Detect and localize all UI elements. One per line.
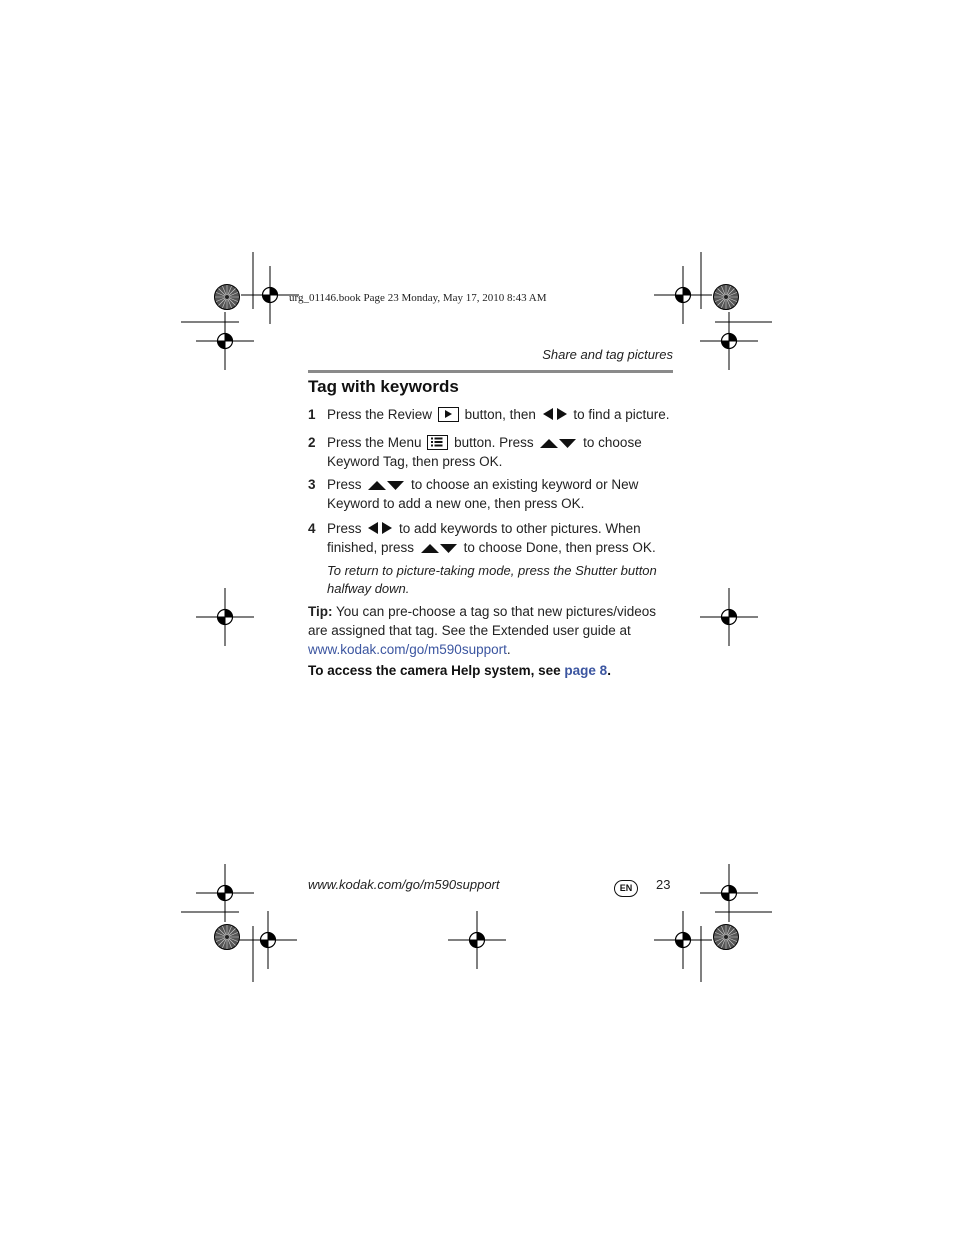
review-button-icon (438, 407, 459, 422)
step-text: to choose Keyword Tag, then press OK. (327, 435, 642, 469)
step-number: 3 (308, 477, 316, 492)
language-badge: EN (614, 880, 638, 897)
step-text: Press (327, 521, 362, 536)
step-3 (308, 475, 676, 513)
page-number: 23 (656, 877, 671, 892)
step-4 (308, 519, 676, 557)
step-number: 4 (308, 521, 316, 536)
left-right-arrows-icon (367, 521, 393, 535)
menu-button-icon (427, 435, 448, 450)
up-down-arrows-icon (539, 437, 577, 449)
step-text: Press (327, 477, 362, 492)
help-text: To access the camera Help system, see (308, 663, 561, 678)
step-text: Press the Menu (327, 435, 422, 450)
page-link[interactable]: page 8 (564, 663, 608, 678)
step-note: To return to picture-taking mode, press the Shutter button halfway down. (327, 563, 657, 596)
step-text: to choose an existing keyword or New Keyword to add a new one, then press OK. (327, 477, 639, 511)
footer-url: www.kodak.com/go/m590support (308, 877, 500, 892)
step-text: button, then (464, 407, 536, 422)
help-end: . (607, 663, 611, 678)
step-1 (308, 405, 676, 424)
print-info-line: urg_01146.book Page 23 Monday, May 17, 2010 8:43 AM (289, 292, 547, 304)
tip-end: . (506, 642, 511, 657)
tip-text: You can pre-choose a tag so that new pictures/videos are assigned that tag. See the Extended user guide at (308, 604, 656, 638)
step-number: 1 (308, 407, 316, 422)
step-text: to find a picture. (573, 407, 670, 422)
up-down-arrows-icon (367, 479, 405, 491)
support-link[interactable]: www.kodak.com/go/m590support (308, 642, 507, 657)
up-down-arrows-icon (420, 542, 458, 554)
step-number: 2 (308, 435, 316, 450)
section-title: Tag with keywords (308, 377, 459, 396)
step-text: to add keywords to other pictures. When finished, press (327, 521, 641, 555)
tip-paragraph (308, 602, 678, 659)
left-right-arrows-icon (542, 407, 568, 421)
step-2 (308, 433, 676, 471)
header-rule (308, 370, 673, 373)
tip-label: Tip: (308, 604, 333, 619)
running-head: Share and tag pictures (542, 347, 673, 362)
help-reference (308, 663, 611, 678)
step-text: button. Press (454, 435, 534, 450)
step-text: Press the Review (327, 407, 433, 422)
step-text: to choose Done, then press OK. (463, 540, 656, 555)
